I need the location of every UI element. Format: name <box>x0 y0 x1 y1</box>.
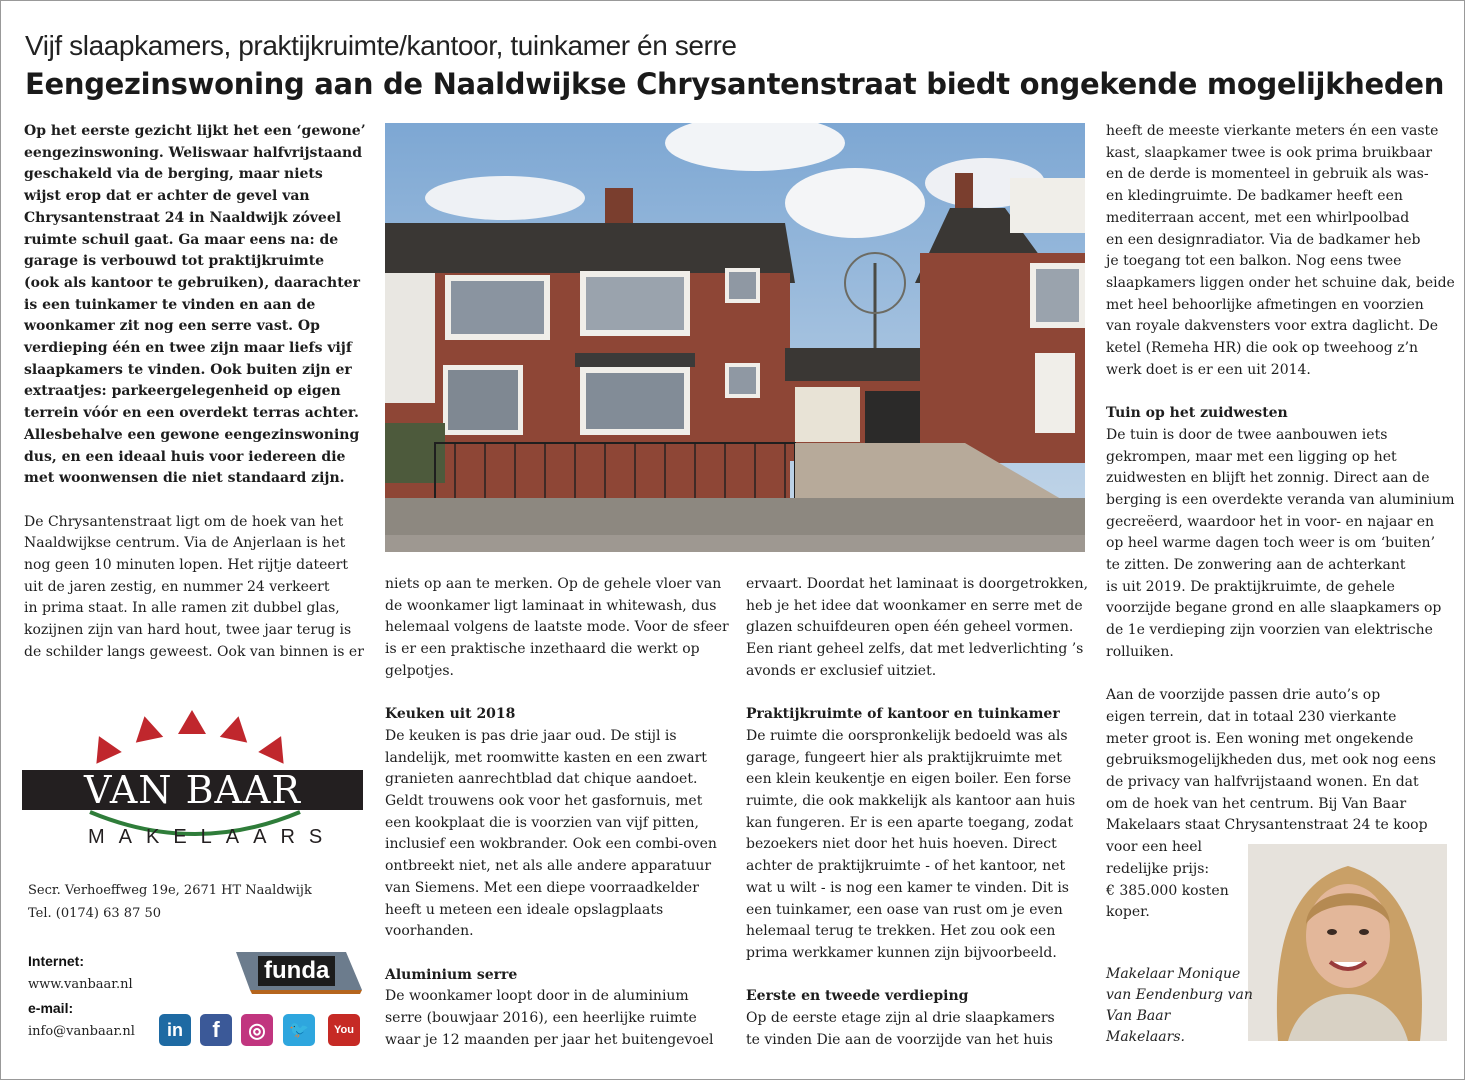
logo-wordmark: VAN BAAR <box>22 770 363 810</box>
text-line: ontbreekt niet, net als alle andere apparatuur <box>385 858 712 875</box>
text-line: heb je het idee dat woonkamer en serre met de <box>746 597 1083 614</box>
section-heading: Eerste en tweede verdieping <box>746 988 969 1005</box>
twitter-glyph: 🐦 <box>289 1022 309 1039</box>
text-line: en kledingruimte. De badkamer heeft een <box>1106 188 1403 205</box>
instagram-icon[interactable] <box>241 1014 273 1046</box>
instagram-glyph: ◎ <box>248 1019 266 1042</box>
text-line: Een riant geheel zelfs, dat met ledverlichting ’s <box>746 641 1084 658</box>
text-line: helemaal terug te trekken. Het zou ook een <box>746 923 1056 940</box>
column-3 <box>746 574 1091 1051</box>
text-line: De Chrysantenstraat ligt om de hoek van het <box>24 513 344 530</box>
text-line: zuidwesten en blijft het zonnig. Direct aan de <box>1106 470 1430 487</box>
facebook-glyph: f <box>212 1017 220 1042</box>
text-line: glazen schuifdeuren open één geheel vormen. <box>746 619 1074 636</box>
text-line: kast, slaapkamer twee is ook prima bruikbaar <box>1106 144 1433 161</box>
text-line: De ruimte die oorspronkelijk bedoeld was als <box>746 727 1068 744</box>
text-line: en de derde is momenteel in gebruik als was- <box>1106 166 1429 183</box>
section-heading: Aluminium serre <box>385 966 518 983</box>
text-line: mediterraan accent, met een whirlpoolbad <box>1106 209 1410 226</box>
agency-phone: Tel. (0174) 63 87 50 <box>28 906 162 921</box>
text-line: Aan de voorzijde passen drie auto’s op <box>1106 687 1381 704</box>
text-line: De tuin is door de twee aanbouwen iets <box>1106 426 1388 443</box>
text-line: rolluiken. <box>1106 643 1174 660</box>
text-line: De woonkamer loopt door in de aluminium <box>385 988 689 1005</box>
text-line: is er een praktische inzethaard die werkt op <box>385 641 700 658</box>
paragraph <box>385 726 725 943</box>
article-headline: Eengezinswoning aan de Naaldwijkse Chrysantenstraat biedt ongekende mogelijkheden <box>25 67 1445 101</box>
text-line: gekrompen, maar met een ligging op het <box>1106 448 1397 465</box>
text-line: heeft u meteen een ideale opslagplaats <box>385 901 664 918</box>
text-line: een klein keukentje en eigen boiler. Een forse <box>746 771 1072 788</box>
logo-subtitle: MAKELAARS <box>88 826 337 848</box>
text-line: koper. <box>1106 904 1150 921</box>
paragraph <box>746 1008 1091 1051</box>
text-line: van Siemens. Met een diepe voorraadkelder <box>385 879 699 896</box>
website-link[interactable]: www.vanbaar.nl <box>28 977 133 992</box>
section-heading: Praktijkruimte of kantoor en tuinkamer <box>746 706 1060 723</box>
funda-logo[interactable] <box>236 950 362 994</box>
text-line: te vinden Die aan de voorzijde van het huis <box>746 1031 1053 1048</box>
text-line: inclusief een wokbrander. Ook een combi-oven <box>385 836 717 853</box>
text-line: granieten aanrechtblad dat chique aandoet. <box>385 771 698 788</box>
body-paragraph <box>24 512 369 664</box>
text-line: € 385.000 kosten <box>1106 882 1229 899</box>
column-1 <box>24 121 369 664</box>
article-kicker: Vijf slaapkamers, praktijkruimte/kantoor, tuinkamer én serre <box>25 30 737 61</box>
text-line: ruimte, die ook makkelijk als kantoor aan huis <box>746 793 1076 810</box>
text-line: de privacy van halfvrijstaand wonen. En dat <box>1106 774 1419 791</box>
text-line: ketel (Remeha HR) die ook op tweehoog z’n <box>1106 340 1419 357</box>
text-line: Op de eerste etage zijn al drie slaapkamers <box>746 1010 1055 1027</box>
text-line: uit de jaren zestig, en nummer 24 verkeert <box>24 578 330 595</box>
text-line: garage is verbouwd tot praktijkruimte <box>24 253 325 270</box>
logo-triangle <box>178 710 206 734</box>
text-line: de woonkamer ligt laminaat in whitewash, dus <box>385 597 717 614</box>
column-2 <box>385 574 729 1051</box>
text-line: kan fungeren. Er is een aparte toegang, zodat <box>746 814 1074 831</box>
text-line: kozijnen zijn van hard hout, twee jaar terug is <box>24 622 352 639</box>
lead-paragraph <box>24 121 369 490</box>
text-line: prima werkkamer kunnen zijn bijvoorbeeld. <box>746 944 1057 961</box>
paragraph <box>1106 425 1456 664</box>
text-line: verdieping één en twee zijn maar liefs vijf <box>24 340 352 357</box>
section-heading: Tuin op het zuidwesten <box>1106 405 1288 422</box>
text-line: ervaart. Doordat het laminaat is doorgetrokken, <box>746 576 1089 592</box>
text-line: Chrysantenstraat 24 in Naaldwijk zóveel <box>24 209 342 226</box>
text-line: woonkamer zit nog een serre vast. Op <box>24 318 320 335</box>
text-line: nog geen 10 minuten lopen. Het rijtje dateert <box>24 557 348 574</box>
internet-label: Internet: <box>28 953 84 969</box>
text-line: en een designradiator. Via de badkamer heb <box>1106 231 1421 248</box>
text-line: Makelaar Monique <box>1106 966 1241 982</box>
text-line: garage, fungeert hier als praktijkruimte met <box>746 749 1062 766</box>
email-label: e-mail: <box>28 1000 74 1016</box>
text-line: op heel warme dagen toch weer is om ‘buiten’ <box>1106 535 1436 552</box>
email-link[interactable]: info@vanbaar.nl <box>28 1024 135 1039</box>
text-line: gecreëerd, waardoor het in voor- en najaar en <box>1106 513 1435 530</box>
youtube-icon[interactable] <box>328 1014 360 1046</box>
text-line: Op het eerste gezicht lijkt het een ‘gewone’ <box>24 123 366 139</box>
portrait-caption <box>1106 964 1253 1048</box>
linkedin-icon[interactable] <box>159 1014 191 1046</box>
text-line: de 1e verdieping zijn voorzien van elektrische <box>1106 622 1433 639</box>
text-line: heeft de meeste vierkante meters én een vaste <box>1106 123 1439 139</box>
text-line: serre (bouwjaar 2016), een heerlijke ruimte <box>385 1010 697 1027</box>
text-line: voorzijde begane grond en alle slaapkamers op <box>1106 600 1442 617</box>
paragraph <box>385 574 729 683</box>
text-line: eengezinswoning. Weliswaar halfvrijstaand <box>24 144 363 161</box>
text-line: slaapkamers liggen onder het schuine dak, beide <box>1106 274 1455 291</box>
text-line: dus, en een ideaal huis voor iedereen die <box>24 448 346 465</box>
text-line: ruimte schuil gaat. Ga maar eens na: de <box>24 231 339 248</box>
text-line: van Eendenburg van <box>1106 987 1253 1003</box>
text-line: gebruiksmogelijkheden dus, met ook nog eens <box>1106 752 1436 769</box>
text-line: is uit 2019. De praktijkruimte, de gehele <box>1106 578 1395 595</box>
text-line: van royale dakvensters voor extra daglicht. De <box>1106 318 1439 335</box>
text-line: helemaal volgens de laatste mode. Voor de sfeer <box>385 619 729 636</box>
text-line: geschakeld via de berging, maar niets <box>24 166 323 183</box>
funda-label: funda <box>258 956 335 986</box>
text-line: gelpotjes. <box>385 662 455 679</box>
text-line: om de hoek van het centrum. Bij Van Baar <box>1106 795 1407 812</box>
text-line: Makelaars. <box>1106 1029 1185 1045</box>
linkedin-glyph: in <box>167 1019 183 1040</box>
text-line: De keuken is pas drie jaar oud. De stijl is <box>385 727 677 744</box>
text-line: te zitten. De zonwering aan de achterkant <box>1106 557 1406 574</box>
text-line: je toegang tot een balkon. Nog eens twee <box>1106 253 1402 270</box>
youtube-glyph: You <box>334 1024 354 1036</box>
text-line: Makelaars staat Chrysantenstraat 24 te koop <box>1106 817 1428 834</box>
text-line: de schilder langs geweest. Ook van binnen is er <box>24 643 364 660</box>
text-line: niets op aan te merken. Op de gehele vloer van <box>385 576 722 592</box>
text-line: werk doet is er een uit 2014. <box>1106 361 1311 378</box>
text-line: eigen terrein, dat in totaal 230 vierkante <box>1106 708 1397 725</box>
text-line: waar je 12 maanden per jaar het buitengevoel <box>385 1031 714 1048</box>
facebook-icon[interactable] <box>200 1014 232 1046</box>
text-line: Geldt trouwens ook voor het gasfornuis, met <box>385 793 703 810</box>
text-line: bezoekers niet door het huis hoeven. Direct <box>746 836 1057 853</box>
agent-portrait <box>1248 844 1447 1041</box>
text-line: terrein vóór en een overdekt terras achter. <box>24 405 359 422</box>
section-heading: Keuken uit 2018 <box>385 706 516 723</box>
text-line: Naaldwijkse centrum. Via de Anjerlaan is het <box>24 535 346 552</box>
text-line: is een tuinkamer te vinden en aan de <box>24 296 316 313</box>
text-line: berging is een overdekte veranda van aluminium <box>1106 491 1455 508</box>
twitter-icon[interactable] <box>283 1014 315 1046</box>
agency-address: Secr. Verhoeffweg 19e, 2671 HT Naaldwijk <box>28 883 312 898</box>
text-line: een kookplaat die is voorzien van vijf pitten, <box>385 814 699 831</box>
text-line: voorhanden. <box>385 923 474 940</box>
text-line: meter groot is. Een woning met ongekende <box>1106 730 1414 747</box>
text-line: redelijke prijs: <box>1106 860 1210 877</box>
text-line: met heel behoorlijke afmetingen en voorzien <box>1106 296 1424 313</box>
paragraph <box>746 574 1091 683</box>
text-line: achter de praktijkruimte - of het kantoor, net <box>746 858 1066 875</box>
text-line: voor een heel <box>1106 839 1203 856</box>
text-line: wat u wilt - is nog een kamer te vinden. Dit is <box>746 879 1069 896</box>
paragraph <box>385 986 725 1051</box>
paragraph <box>746 726 1091 965</box>
column-4 <box>1106 121 1456 924</box>
text-line: een tuinkamer, een oase van rust om je even <box>746 901 1063 918</box>
text-line: (ook als kantoor te gebruiken), daarachter <box>24 274 360 291</box>
text-line: wijst erop dat er achter de gevel van <box>24 188 310 205</box>
text-line: Allesbehalve een gewone eengezinswoning <box>24 426 360 443</box>
text-line: met woonwensen die niet standaard zijn. <box>24 470 345 487</box>
paragraph <box>1106 121 1456 381</box>
text-line: avonds er exclusief uitziet. <box>746 662 937 679</box>
text-line: Van Baar <box>1106 1008 1171 1024</box>
text-line: extraatjes: parkeergelegenheid op eigen <box>24 383 341 400</box>
text-line: slaapkamers te vinden. Ook buiten zijn er <box>24 361 352 378</box>
house-photo <box>385 123 1085 552</box>
text-line: landelijk, met roomwitte kasten en een zwart <box>385 749 707 766</box>
text-line: in prima staat. In alle ramen zit dubbel glas, <box>24 600 340 617</box>
